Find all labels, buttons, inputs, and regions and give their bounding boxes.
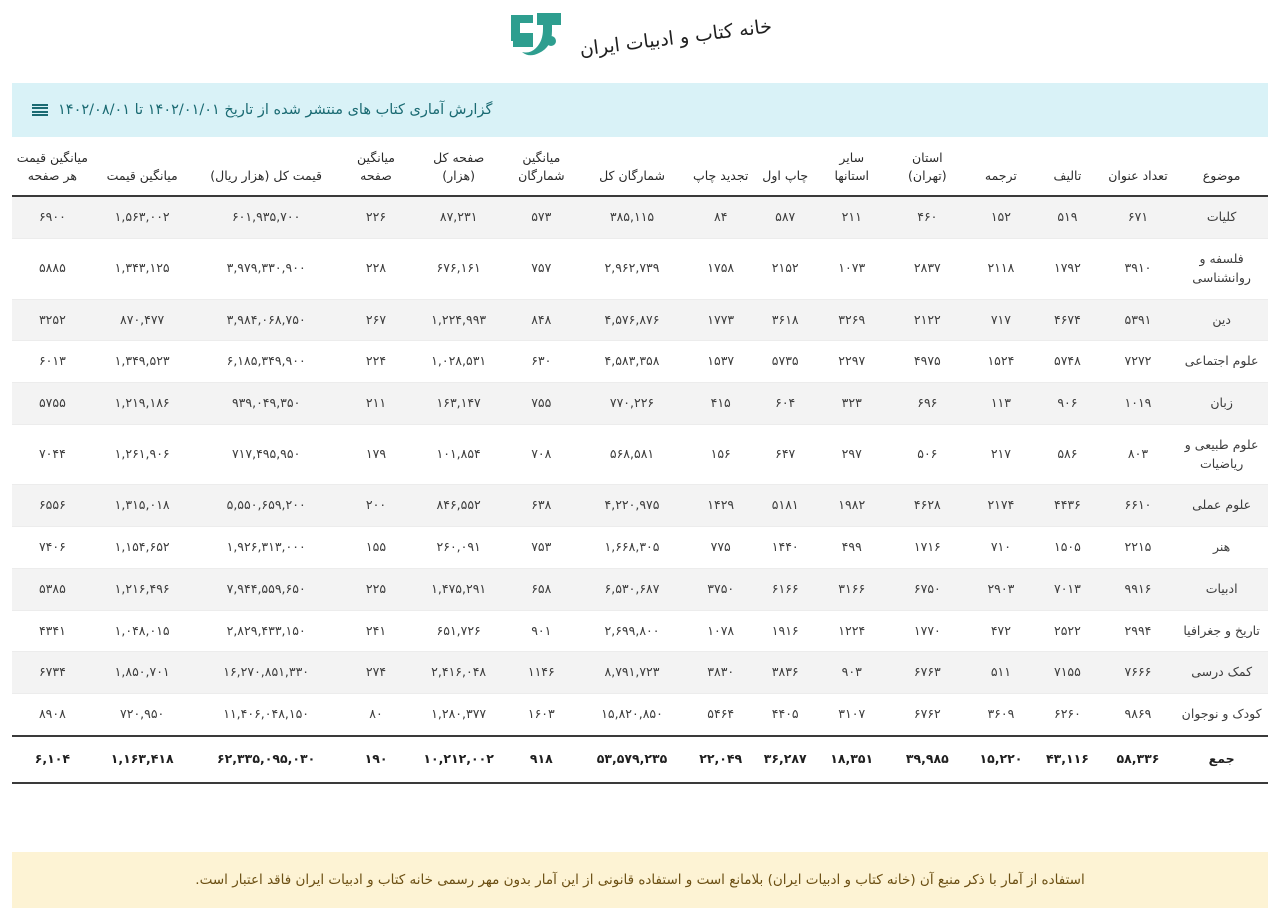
- cell-total-pages: ۶۷۶,۱۶۱: [411, 239, 506, 300]
- cell-other-provinces: ۱۰۷۳: [816, 239, 887, 300]
- cell-subject: علوم عملی: [1175, 485, 1268, 527]
- cell-authored: ۷۰۱۳: [1034, 568, 1101, 610]
- column-header-total-price: قیمت کل (هزار ریال): [210, 168, 323, 184]
- column-header-tehran: استان (تهران): [908, 150, 947, 184]
- cell-total-circulation: ۴,۵۷۶,۸۷۶: [577, 299, 688, 341]
- cell-total-price: ۶۰۱,۹۳۵,۷۰۰: [192, 196, 341, 238]
- column-header-total-pages: صفحه کل (هزار): [433, 150, 485, 184]
- cell-total-pages: ۱,۰۲۸,۵۳۱: [411, 341, 506, 383]
- total-cell-avg-price-per-page: ۶,۱۰۴: [12, 736, 93, 783]
- cell-avg-pages: ۸۰: [341, 694, 412, 736]
- cell-avg-circulation: ۱۶۰۳: [506, 694, 577, 736]
- cell-reprint: ۴۱۵: [687, 383, 754, 425]
- column-header-avg-pages: میانگین صفحه: [357, 150, 395, 184]
- statistics-table-container: [12, 137, 1268, 784]
- cell-avg-price: ۱,۳۱۵,۰۱۸: [93, 485, 192, 527]
- cell-avg-price-per-page: ۸۹۰۸: [12, 694, 93, 736]
- cell-total-circulation: ۲,۶۹۹,۸۰۰: [577, 610, 688, 652]
- cell-authored: ۵۱۹: [1034, 196, 1101, 238]
- site-logo-bar: [0, 0, 1280, 75]
- cell-total-circulation: ۴,۵۸۳,۳۵۸: [577, 341, 688, 383]
- column-header-reprint: تجدید چاپ: [692, 168, 749, 184]
- total-cell-total-pages: ۱۰,۲۱۲,۰۰۲: [411, 736, 506, 783]
- cell-translated: ۳۶۰۹: [968, 694, 1035, 736]
- cell-total-pages: ۸۷,۲۳۱: [411, 196, 506, 238]
- cell-subject: فلسفه و روانشناسی: [1175, 239, 1268, 300]
- cell-avg-pages: ۲۲۴: [341, 341, 412, 383]
- cell-translated: ۱۵۲۴: [968, 341, 1035, 383]
- cell-authored: ۹۰۶: [1034, 383, 1101, 425]
- cell-total-circulation: ۶,۵۳۰,۶۸۷: [577, 568, 688, 610]
- cell-total-price: ۹۳۹,۰۴۹,۳۵۰: [192, 383, 341, 425]
- cell-avg-price-per-page: ۶۷۳۴: [12, 652, 93, 694]
- cell-total-pages: ۱,۴۷۵,۲۹۱: [411, 568, 506, 610]
- cell-translated: ۴۷۲: [968, 610, 1035, 652]
- cell-first-print: ۱۹۱۶: [754, 610, 816, 652]
- cell-total-pages: ۱,۲۸۰,۳۷۷: [411, 694, 506, 736]
- cell-avg-price: ۱,۳۴۳,۱۲۵: [93, 239, 192, 300]
- cell-avg-pages: ۲۱۱: [341, 383, 412, 425]
- cell-avg-circulation: ۶۳۸: [506, 485, 577, 527]
- statistics-table: [12, 143, 1268, 784]
- table-body: [12, 196, 1268, 782]
- cell-tehran: ۶۷۵۰: [887, 568, 968, 610]
- cell-translated: ۵۱۱: [968, 652, 1035, 694]
- table-row: [12, 239, 1268, 300]
- cell-tehran: ۱۷۷۰: [887, 610, 968, 652]
- cell-avg-circulation: ۱۱۴۶: [506, 652, 577, 694]
- cell-total-circulation: ۳۸۵,۱۱۵: [577, 196, 688, 238]
- cell-reprint: ۱۷۷۳: [687, 299, 754, 341]
- cell-other-provinces: ۲۱۱: [816, 196, 887, 238]
- cell-tehran: ۴۶۰: [887, 196, 968, 238]
- cell-avg-circulation: ۷۵۵: [506, 383, 577, 425]
- cell-tehran: ۴۶۲۸: [887, 485, 968, 527]
- cell-title-count: ۲۹۹۴: [1101, 610, 1176, 652]
- cell-total-circulation: ۸,۷۹۱,۷۲۳: [577, 652, 688, 694]
- cell-subject: زبان: [1175, 383, 1268, 425]
- cell-total-price: ۵,۵۵۰,۶۵۹,۲۰۰: [192, 485, 341, 527]
- cell-first-print: ۵۱۸۱: [754, 485, 816, 527]
- cell-total-pages: ۸۴۶,۵۵۲: [411, 485, 506, 527]
- cell-reprint: ۱۷۵۸: [687, 239, 754, 300]
- cell-avg-circulation: ۵۷۳: [506, 196, 577, 238]
- table-total-row: [12, 736, 1268, 783]
- cell-avg-pages: ۲۶۷: [341, 299, 412, 341]
- cell-first-print: ۲۱۵۲: [754, 239, 816, 300]
- cell-total-price: ۷۱۷,۴۹۵,۹۵۰: [192, 424, 341, 485]
- cell-first-print: ۳۶۱۸: [754, 299, 816, 341]
- table-row: [12, 299, 1268, 341]
- cell-tehran: ۱۷۱۶: [887, 527, 968, 569]
- table-head: [12, 143, 1268, 196]
- total-cell-avg-pages: ۱۹۰: [341, 736, 412, 783]
- cell-translated: ۷۱۷: [968, 299, 1035, 341]
- cell-subject: علوم اجتماعی: [1175, 341, 1268, 383]
- cell-subject: کمک درسی: [1175, 652, 1268, 694]
- cell-avg-price: ۱,۸۵۰,۷۰۱: [93, 652, 192, 694]
- cell-tehran: ۴۹۷۵: [887, 341, 968, 383]
- cell-first-print: ۳۸۳۶: [754, 652, 816, 694]
- cell-other-provinces: ۲۹۷: [816, 424, 887, 485]
- cell-tehran: ۶۷۶۳: [887, 652, 968, 694]
- cell-title-count: ۹۹۱۶: [1101, 568, 1176, 610]
- cell-avg-circulation: ۹۰۱: [506, 610, 577, 652]
- column-header-avg-circulation: میانگین شمارگان: [518, 150, 565, 184]
- cell-total-pages: ۲۶۰,۰۹۱: [411, 527, 506, 569]
- cell-avg-price-per-page: ۵۸۸۵: [12, 239, 93, 300]
- cell-avg-circulation: ۷۰۸: [506, 424, 577, 485]
- total-cell-subject: جمع: [1175, 736, 1268, 783]
- cell-total-circulation: ۷۷۰,۲۲۶: [577, 383, 688, 425]
- cell-other-provinces: ۱۹۸۲: [816, 485, 887, 527]
- cell-subject: تاریخ و جغرافیا: [1175, 610, 1268, 652]
- cell-total-price: ۳,۹۸۴,۰۶۸,۷۵۰: [192, 299, 341, 341]
- cell-title-count: ۶۷۱: [1101, 196, 1176, 238]
- cell-total-price: ۱۶,۲۷۰,۸۵۱,۳۳۰: [192, 652, 341, 694]
- cell-subject: کودک و نوجوان: [1175, 694, 1268, 736]
- cell-avg-price-per-page: ۷۰۴۴: [12, 424, 93, 485]
- cell-avg-price: ۱,۲۱۹,۱۸۶: [93, 383, 192, 425]
- cell-title-count: ۶۶۱۰: [1101, 485, 1176, 527]
- total-cell-authored: ۴۳,۱۱۶: [1034, 736, 1101, 783]
- total-cell-avg-circulation: ۹۱۸: [506, 736, 577, 783]
- total-cell-tehran: ۳۹,۹۸۵: [887, 736, 968, 783]
- cell-tehran: ۲۱۲۲: [887, 299, 968, 341]
- cell-total-circulation: ۵۶۸,۵۸۱: [577, 424, 688, 485]
- table-row: [12, 610, 1268, 652]
- cell-avg-price: ۱,۲۱۶,۴۹۶: [93, 568, 192, 610]
- cell-total-pages: ۱,۲۲۴,۹۹۳: [411, 299, 506, 341]
- cell-title-count: ۹۸۶۹: [1101, 694, 1176, 736]
- cell-avg-circulation: ۷۵۷: [506, 239, 577, 300]
- cell-reprint: ۱۴۲۹: [687, 485, 754, 527]
- cell-authored: ۴۴۳۶: [1034, 485, 1101, 527]
- column-header-authored: تالیف: [1053, 168, 1082, 184]
- cell-total-price: ۱۱,۴۰۶,۰۴۸,۱۵۰: [192, 694, 341, 736]
- cell-subject: علوم طبیعی و ریاضیات: [1175, 424, 1268, 485]
- column-header-first-print: چاپ اول: [762, 168, 809, 184]
- cell-avg-circulation: ۸۴۸: [506, 299, 577, 341]
- cell-other-provinces: ۳۲۶۹: [816, 299, 887, 341]
- table-row: [12, 694, 1268, 736]
- total-cell-other-provinces: ۱۸,۳۵۱: [816, 736, 887, 783]
- cell-title-count: ۵۳۹۱: [1101, 299, 1176, 341]
- cell-subject: کلیات: [1175, 196, 1268, 238]
- cell-other-provinces: ۴۹۹: [816, 527, 887, 569]
- cell-translated: ۱۵۲: [968, 196, 1035, 238]
- report-banner: [12, 83, 1268, 137]
- cell-total-price: ۷,۹۴۴,۵۵۹,۶۵۰: [192, 568, 341, 610]
- cell-avg-pages: ۲۲۵: [341, 568, 412, 610]
- cell-avg-price-per-page: ۶۹۰۰: [12, 196, 93, 238]
- cell-tehran: ۶۷۶۲: [887, 694, 968, 736]
- cell-subject: هنر: [1175, 527, 1268, 569]
- cell-translated: ۱۱۳: [968, 383, 1035, 425]
- table-row: [12, 341, 1268, 383]
- total-cell-first-print: ۳۶,۲۸۷: [754, 736, 816, 783]
- total-cell-title-count: ۵۸,۳۳۶: [1101, 736, 1176, 783]
- cell-reprint: ۵۴۶۴: [687, 694, 754, 736]
- cell-other-provinces: ۳۱۶۶: [816, 568, 887, 610]
- column-header-avg-price-per-page: میانگین قیمت هر صفحه: [16, 150, 88, 184]
- cell-avg-pages: ۲۲۶: [341, 196, 412, 238]
- cell-tehran: ۵۰۶: [887, 424, 968, 485]
- cell-reprint: ۱۰۷۸: [687, 610, 754, 652]
- cell-authored: ۲۵۲۲: [1034, 610, 1101, 652]
- cell-avg-price: ۱,۲۶۱,۹۰۶: [93, 424, 192, 485]
- total-cell-total-price: ۶۲,۳۳۵,۰۹۵,۰۳۰: [192, 736, 341, 783]
- cell-total-pages: ۱۶۳,۱۴۷: [411, 383, 506, 425]
- cell-total-price: ۶,۱۸۵,۳۴۹,۹۰۰: [192, 341, 341, 383]
- column-header-other-provinces: سایر استانها: [834, 150, 870, 184]
- cell-avg-price: ۱,۱۵۴,۶۵۲: [93, 527, 192, 569]
- report-title: گزارش آماری کتاب های منتشر شده از تاریخ ۱۴۰۲/۰۱/۰۱ تا ۱۴۰۲/۰۸/۰۱: [58, 102, 493, 118]
- cell-authored: ۵۸۶: [1034, 424, 1101, 485]
- cell-reprint: ۳۷۵۰: [687, 568, 754, 610]
- cell-total-circulation: ۴,۲۲۰,۹۷۵: [577, 485, 688, 527]
- cell-first-print: ۶۱۶۶: [754, 568, 816, 610]
- cell-other-provinces: ۳۲۳: [816, 383, 887, 425]
- cell-total-pages: ۱۰۱,۸۵۴: [411, 424, 506, 485]
- cell-other-provinces: ۱۲۲۴: [816, 610, 887, 652]
- cell-avg-price-per-page: ۶۰۱۳: [12, 341, 93, 383]
- column-header-translated: ترجمه: [984, 168, 1017, 184]
- cell-avg-price-per-page: ۴۳۴۱: [12, 610, 93, 652]
- cell-avg-pages: ۲۲۸: [341, 239, 412, 300]
- cell-avg-price-per-page: ۳۲۵۲: [12, 299, 93, 341]
- total-cell-total-circulation: ۵۳,۵۷۹,۲۳۵: [577, 736, 688, 783]
- cell-translated: ۲۱۱۸: [968, 239, 1035, 300]
- cell-first-print: ۵۷۳۵: [754, 341, 816, 383]
- cell-total-price: ۲,۸۲۹,۴۳۳,۱۵۰: [192, 610, 341, 652]
- total-cell-reprint: ۲۲,۰۴۹: [687, 736, 754, 783]
- cell-reprint: ۷۷۵: [687, 527, 754, 569]
- cell-avg-price: ۱,۰۴۸,۰۱۵: [93, 610, 192, 652]
- cell-reprint: ۱۵۳۷: [687, 341, 754, 383]
- cell-authored: ۴۶۷۴: [1034, 299, 1101, 341]
- cell-other-provinces: ۳۱۰۷: [816, 694, 887, 736]
- cell-avg-price: ۱,۳۴۹,۵۲۳: [93, 341, 192, 383]
- cell-first-print: ۵۸۷: [754, 196, 816, 238]
- total-cell-avg-price: ۱,۱۶۳,۴۱۸: [93, 736, 192, 783]
- table-row: [12, 196, 1268, 238]
- cell-first-print: ۱۴۴۰: [754, 527, 816, 569]
- list-icon: [32, 104, 48, 117]
- cell-first-print: ۶۴۷: [754, 424, 816, 485]
- column-header-title-count: تعداد عنوان: [1108, 168, 1168, 184]
- cell-tehran: ۶۹۶: [887, 383, 968, 425]
- cell-other-provinces: ۲۲۹۷: [816, 341, 887, 383]
- cell-other-provinces: ۹۰۳: [816, 652, 887, 694]
- cell-translated: ۷۱۰: [968, 527, 1035, 569]
- cell-avg-pages: ۲۴۱: [341, 610, 412, 652]
- logo-wordmark: خانه کتاب و ادبیات ایران: [578, 14, 774, 61]
- cell-reprint: ۳۸۳۰: [687, 652, 754, 694]
- cell-total-circulation: ۱۵,۸۲۰,۸۵۰: [577, 694, 688, 736]
- cell-total-circulation: ۱,۶۶۸,۳۰۵: [577, 527, 688, 569]
- khaneketab-logo-icon: [507, 11, 565, 65]
- cell-total-price: ۳,۹۷۹,۳۳۰,۹۰۰: [192, 239, 341, 300]
- cell-authored: ۷۱۵۵: [1034, 652, 1101, 694]
- cell-avg-circulation: ۶۳۰: [506, 341, 577, 383]
- table-row: [12, 424, 1268, 485]
- cell-avg-circulation: ۷۵۳: [506, 527, 577, 569]
- cell-total-price: ۱,۹۲۶,۳۱۳,۰۰۰: [192, 527, 341, 569]
- column-header-total-circulation: شمارگان کل: [599, 168, 665, 184]
- cell-title-count: ۱۰۱۹: [1101, 383, 1176, 425]
- cell-avg-price: ۷۲۰,۹۵۰: [93, 694, 192, 736]
- cell-translated: ۲۹۰۳: [968, 568, 1035, 610]
- table-row: [12, 485, 1268, 527]
- cell-total-circulation: ۲,۹۶۲,۷۳۹: [577, 239, 688, 300]
- cell-authored: ۱۵۰۵: [1034, 527, 1101, 569]
- cell-avg-price-per-page: ۵۷۵۵: [12, 383, 93, 425]
- cell-title-count: ۳۹۱۰: [1101, 239, 1176, 300]
- cell-authored: ۵۷۴۸: [1034, 341, 1101, 383]
- cell-avg-pages: ۱۵۵: [341, 527, 412, 569]
- cell-avg-price-per-page: ۷۴۰۶: [12, 527, 93, 569]
- cell-reprint: ۸۴: [687, 196, 754, 238]
- cell-translated: ۲۱۷۴: [968, 485, 1035, 527]
- cell-avg-circulation: ۶۵۸: [506, 568, 577, 610]
- cell-authored: ۶۲۶۰: [1034, 694, 1101, 736]
- column-header-avg-price: میانگین قیمت: [106, 168, 178, 184]
- cell-first-print: ۶۰۴: [754, 383, 816, 425]
- table-row: [12, 652, 1268, 694]
- cell-avg-pages: ۱۷۹: [341, 424, 412, 485]
- cell-title-count: ۸۰۳: [1101, 424, 1176, 485]
- column-header-subject: موضوع: [1202, 168, 1241, 184]
- cell-authored: ۱۷۹۲: [1034, 239, 1101, 300]
- cell-translated: ۲۱۷: [968, 424, 1035, 485]
- cell-title-count: ۲۲۱۵: [1101, 527, 1176, 569]
- cell-avg-price: ۸۷۰,۴۷۷: [93, 299, 192, 341]
- cell-tehran: ۲۸۳۷: [887, 239, 968, 300]
- cell-avg-price-per-page: ۵۳۸۵: [12, 568, 93, 610]
- total-cell-translated: ۱۵,۲۲۰: [968, 736, 1035, 783]
- copyright-note: استفاده از آمار با ذکر منبع آن (خانه کتاب و ادبیات ایران) بلامانع است و استفاده قانونی از این آمار بدون مهر رسمی خانه کتاب و ادبیات ایران فاقد اعتبار است.: [12, 852, 1268, 908]
- table-row: [12, 527, 1268, 569]
- table-row: [12, 383, 1268, 425]
- cell-avg-price-per-page: ۶۵۵۶: [12, 485, 93, 527]
- cell-avg-price: ۱,۵۶۳,۰۰۲: [93, 196, 192, 238]
- cell-subject: ادبیات: [1175, 568, 1268, 610]
- table-row: [12, 568, 1268, 610]
- cell-total-pages: ۲,۴۱۶,۰۴۸: [411, 652, 506, 694]
- cell-subject: دین: [1175, 299, 1268, 341]
- cell-total-pages: ۶۵۱,۷۲۶: [411, 610, 506, 652]
- table-header-row: [12, 143, 1268, 196]
- cell-avg-pages: ۲۷۴: [341, 652, 412, 694]
- cell-first-print: ۴۴۰۵: [754, 694, 816, 736]
- cell-title-count: ۷۲۷۲: [1101, 341, 1176, 383]
- cell-avg-pages: ۲۰۰: [341, 485, 412, 527]
- cell-reprint: ۱۵۶: [687, 424, 754, 485]
- cell-title-count: ۷۶۶۶: [1101, 652, 1176, 694]
